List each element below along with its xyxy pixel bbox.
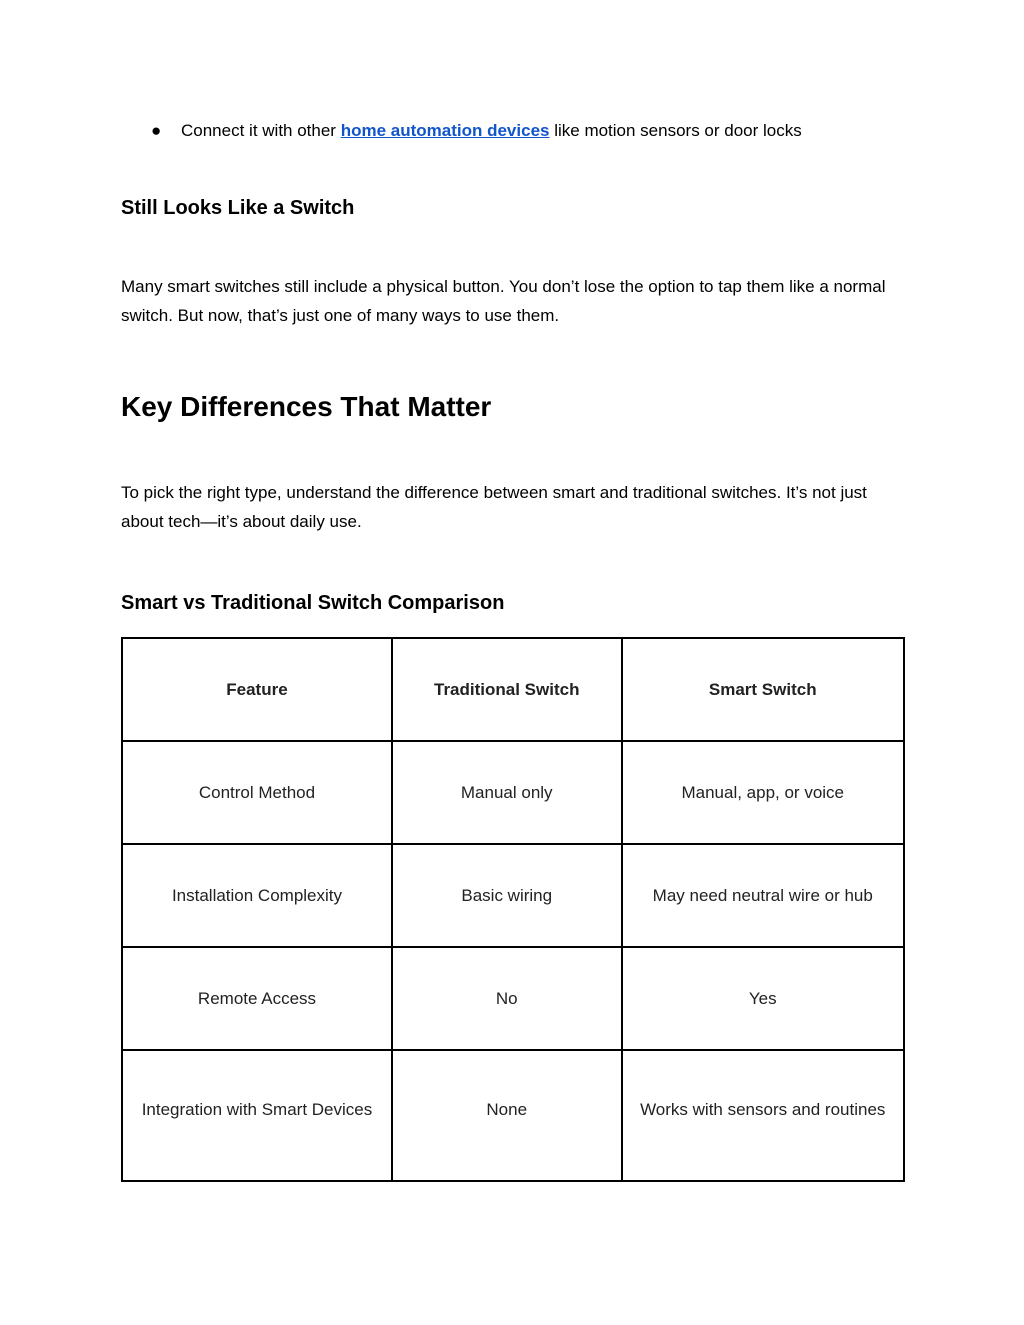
table-heading: Smart vs Traditional Switch Comparison	[121, 592, 505, 614]
table-cell: None	[392, 1050, 622, 1181]
table-cell: Manual only	[392, 741, 622, 844]
table-cell: Installation Complexity	[122, 844, 392, 947]
section-paragraph-key-differences: To pick the right type, understand the difference between smart and traditional switches. It’s not just about tech—it’s about daily use.	[121, 483, 867, 531]
home-automation-link[interactable]: home automation devices	[340, 121, 550, 140]
table-cell: May need neutral wire or hub	[622, 844, 905, 947]
section-heading-key-differences: Key Differences That Matter	[121, 391, 492, 422]
table-row	[122, 844, 904, 947]
comparison-table	[121, 637, 905, 1182]
table-cell: Yes	[622, 947, 905, 1050]
table-cell: Manual, app, or voice	[622, 741, 905, 844]
table-cell: Works with sensors and routines	[622, 1050, 905, 1181]
table-row	[122, 741, 904, 844]
table-cell: Control Method	[122, 741, 392, 844]
table-cell: Basic wiring	[392, 844, 622, 947]
table-row	[122, 1050, 904, 1181]
bullet-icon: ●	[151, 121, 162, 140]
section-heading-still-looks: Still Looks Like a Switch	[121, 197, 355, 219]
header-smart-switch: Smart Switch	[622, 638, 905, 741]
header-feature: Feature	[122, 638, 392, 741]
bullet-item	[151, 121, 802, 141]
bullet-text-after: like motion sensors or door locks	[549, 121, 802, 140]
table-cell: No	[392, 947, 622, 1050]
table-cell: Integration with Smart Devices	[122, 1050, 392, 1181]
table-header-row	[122, 638, 904, 741]
table-cell: Remote Access	[122, 947, 392, 1050]
bullet-text-before: Connect it with other	[181, 121, 341, 140]
section-paragraph-still-looks: Many smart switches still include a physical button. You don’t lose the option to tap them like a normal switch. But now, that’s just one of many ways to use them.	[121, 277, 886, 325]
table-row	[122, 947, 904, 1050]
header-traditional-switch: Traditional Switch	[392, 638, 622, 741]
